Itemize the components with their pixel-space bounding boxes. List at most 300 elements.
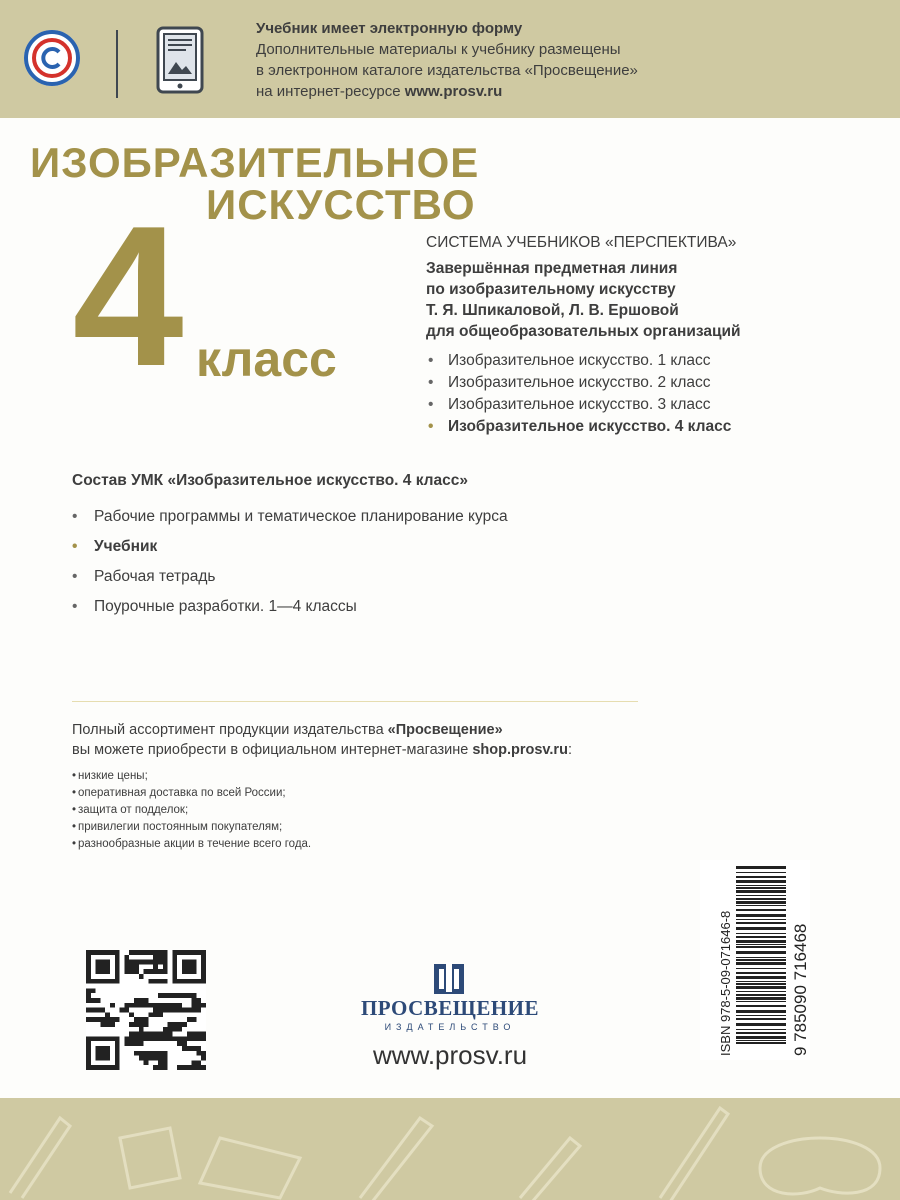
- qr-cell: [196, 1065, 201, 1070]
- qr-cell: [182, 1041, 187, 1046]
- qr-cell: [158, 1032, 163, 1037]
- qr-cell: [86, 1036, 91, 1070]
- qr-cell: [177, 1065, 182, 1070]
- qr-cell: [144, 950, 149, 955]
- qr-cell: [144, 1060, 149, 1065]
- barcode-bar: [736, 972, 786, 974]
- qr-cell: [129, 960, 134, 965]
- qr-cell: [168, 993, 173, 998]
- barcode-bar: [736, 994, 786, 996]
- qr-cell: [201, 1051, 206, 1056]
- qr-cell: [192, 1060, 197, 1065]
- publisher-url-link[interactable]: www.prosv.ru: [372, 1040, 528, 1070]
- qr-cell: [153, 960, 158, 965]
- qr-cell: [196, 1008, 201, 1013]
- copyright-circle-icon: [22, 28, 82, 88]
- barcode-bar: [736, 1036, 786, 1039]
- benefits-list: [72, 768, 792, 853]
- eform-line: Дополнительные материалы к учебнику размещены: [256, 41, 621, 58]
- series-description: Завершённая предметная линия по изобразительному искусству Т. Я. Шпикаловой, Л. В. Ершовой для общеобразовательных организаций: [426, 260, 741, 340]
- qr-cell: [163, 1027, 168, 1032]
- barcode-bar: [736, 951, 786, 954]
- barcode-bar: [736, 957, 786, 958]
- qr-cell: [153, 964, 158, 969]
- qr-cell: [163, 993, 168, 998]
- qr-cell: [182, 1008, 187, 1013]
- list-item: • Изобразительное искусство. 1 класс: [426, 350, 886, 372]
- publisher-logo-icon: [432, 960, 466, 996]
- qr-cell: [153, 950, 158, 955]
- qr-cell: [124, 1041, 129, 1046]
- qr-cell: [115, 950, 120, 984]
- qr-cell: [153, 1012, 158, 1017]
- qr-cell: [187, 1036, 192, 1041]
- qr-cell: [163, 1008, 168, 1013]
- qr-cell: [201, 1003, 206, 1008]
- qr-cell: [134, 960, 139, 965]
- qr-cell: [91, 1017, 96, 1022]
- eform-title: Учебник имеет электронную форму: [256, 20, 523, 37]
- barcode-bar: [736, 872, 786, 873]
- qr-cell: [124, 960, 129, 965]
- qr-cell: [115, 1036, 120, 1070]
- qr-cell: [192, 1065, 197, 1070]
- tablet-ebook-icon: [156, 26, 204, 94]
- umk-heading: Состав УМК «Изобразительное искусство. 4 класс»: [72, 472, 468, 489]
- qr-cell: [187, 1017, 192, 1022]
- barcode-bar: [736, 919, 786, 920]
- qr-cell: [134, 998, 139, 1003]
- qr-cell: [163, 960, 168, 965]
- barcode-bar: [736, 898, 786, 900]
- qr-cell: [129, 1003, 134, 1008]
- qr-cell: [148, 960, 153, 965]
- qr-cell: [177, 1022, 182, 1027]
- barcode-bar: [736, 991, 786, 992]
- list-item: • привилегии постоянным покупателям;: [72, 819, 792, 836]
- qr-cell: [158, 1003, 163, 1008]
- qr-cell: [139, 1041, 144, 1046]
- qr-cell: [153, 1032, 158, 1037]
- qr-cell: [153, 979, 158, 984]
- qr-cell: [153, 969, 158, 974]
- qr-cell: [158, 1012, 163, 1017]
- qr-cell: [91, 988, 96, 993]
- barcode-bar: [736, 1023, 786, 1026]
- qr-cell: [187, 1008, 192, 1013]
- barcode-bar: [736, 905, 786, 906]
- qr-cell: [134, 1036, 139, 1041]
- barcode-bar: [736, 866, 786, 869]
- qr-cell: [124, 955, 129, 960]
- barcode-bar: [736, 876, 786, 878]
- barcode-bar: [736, 909, 786, 911]
- qr-cell: [134, 950, 139, 955]
- qr-cell: [187, 1032, 192, 1037]
- qr-cell: [134, 969, 139, 974]
- qr-cell: [187, 1065, 192, 1070]
- qr-cell: [182, 1022, 187, 1027]
- barcode-bar: [736, 940, 786, 943]
- qr-cell: [163, 1065, 168, 1070]
- qr-cell: [192, 1046, 197, 1051]
- qr-cell: [153, 1008, 158, 1013]
- qr-cell: [182, 1036, 187, 1041]
- list-item: • Поурочные разработки. 1—4 классы: [72, 592, 792, 622]
- qr-cell: [182, 1065, 187, 1070]
- qr-cell: [168, 1036, 173, 1041]
- qr-cell: [158, 1051, 163, 1056]
- qr-cell: [124, 1036, 129, 1041]
- umk-block: [72, 470, 792, 622]
- qr-cell: [168, 1027, 173, 1032]
- eform-url-link[interactable]: www.prosv.ru: [404, 83, 503, 100]
- qr-cell: [144, 960, 149, 965]
- qr-cell: [192, 1003, 197, 1008]
- qr-cell: [144, 969, 149, 974]
- barcode-bar: [736, 986, 786, 989]
- qr-cell: [86, 993, 91, 998]
- qr-cell: [192, 1032, 197, 1037]
- list-item: • Изобразительное искусство. 2 класс: [426, 372, 886, 394]
- qr-cell: [168, 1032, 173, 1037]
- qr-cell: [148, 950, 153, 955]
- qr-cell: [153, 1003, 158, 1008]
- qr-cell: [100, 1008, 105, 1013]
- qr-cell: [134, 1003, 139, 1008]
- qr-cell: [134, 1032, 139, 1037]
- qr-cell: [172, 950, 206, 955]
- qr-cell: [153, 1065, 158, 1070]
- publisher-name: ПРОСВЕЩЕНИЕ: [360, 996, 540, 1020]
- isbn-barcode: [700, 860, 810, 1060]
- qr-cell: [139, 1036, 144, 1041]
- qr-cell: [196, 1003, 201, 1008]
- qr-cell: [163, 969, 168, 974]
- qr-cell: [124, 969, 129, 974]
- qr-cell: [96, 960, 110, 974]
- qr-cell: [139, 1032, 144, 1037]
- qr-cell: [134, 1022, 139, 1027]
- qr-cell: [115, 1017, 120, 1022]
- list-item: • оперативная доставка по всей России;: [72, 785, 792, 802]
- qr-cell: [153, 1036, 158, 1041]
- qr-cell: [148, 1056, 153, 1061]
- shop-block: [72, 720, 792, 853]
- qr-cell: [144, 1036, 149, 1041]
- qr-cell: [129, 1012, 134, 1017]
- qr-cell: [129, 1032, 134, 1037]
- qr-cell: [110, 1022, 115, 1027]
- qr-cell: [134, 1017, 139, 1022]
- qr-cell: [86, 998, 91, 1003]
- qr-cell: [86, 1017, 91, 1022]
- list-item-current: • Изобразительное искусство. 4 класс: [426, 416, 886, 438]
- qr-cell: [187, 993, 192, 998]
- qr-cell: [129, 950, 134, 955]
- barcode-bar: [736, 901, 786, 904]
- qr-cell: [139, 1027, 144, 1032]
- qr-cell: [172, 950, 177, 984]
- publisher-subtitle: ИЗДАТЕЛЬСТВО: [384, 1022, 516, 1032]
- qr-cell: [172, 979, 206, 984]
- qr-cell: [201, 950, 206, 984]
- qr-cell: [134, 964, 139, 969]
- qr-cell: [187, 1046, 192, 1051]
- qr-cell: [163, 955, 168, 960]
- qr-cell: [177, 1027, 182, 1032]
- series-block: [426, 232, 886, 438]
- barcode-bar: [736, 983, 786, 985]
- qr-cell: [86, 1036, 120, 1041]
- barcode-bar: [736, 968, 786, 969]
- qr-cell: [100, 1017, 105, 1022]
- qr-cell: [177, 1008, 182, 1013]
- qr-cell: [110, 1017, 115, 1022]
- qr-cell: [124, 964, 129, 969]
- qr-cell: [192, 998, 197, 1003]
- qr-cell: [153, 1056, 158, 1061]
- qr-cell: [158, 979, 163, 984]
- qr-cell: [91, 1008, 96, 1013]
- barcode-bar: [736, 1005, 786, 1007]
- barcode-bar: [736, 936, 786, 938]
- qr-cell: [172, 1022, 177, 1027]
- qr-cell: [86, 979, 120, 984]
- barcode-bar: [736, 933, 786, 934]
- series-system: СИСТЕМА УЧЕБНИКОВ «ПЕРСПЕКТИВА»: [426, 234, 737, 251]
- qr-cell: [158, 969, 163, 974]
- qr-cell: [192, 1017, 197, 1022]
- bottom-decor-band: [0, 1098, 900, 1200]
- shop-line: Полный ассортимент продукции издательства «Просвещение»: [72, 722, 503, 738]
- barcode-bar: [736, 997, 786, 1000]
- qr-cell: [148, 979, 153, 984]
- list-item: • Рабочие программы и тематическое планирование курса: [72, 502, 792, 532]
- qr-cell: [124, 1008, 129, 1013]
- barcode-bar: [736, 1029, 786, 1030]
- qr-cell: [144, 1032, 149, 1037]
- qr-cell: [86, 950, 91, 984]
- qr-cell: [110, 1003, 115, 1008]
- qr-cell: [163, 1036, 168, 1041]
- qr-cell: [163, 950, 168, 955]
- qr-cell: [163, 1032, 168, 1037]
- qr-cell: [129, 969, 134, 974]
- qr-cell: [139, 960, 144, 965]
- barcode-bar: [736, 976, 786, 979]
- qr-cell: [139, 950, 144, 955]
- qr-cell: [144, 1022, 149, 1027]
- barcode-bar: [736, 885, 786, 886]
- title-line-1: ИЗОБРАЗИТЕЛЬНОЕ: [30, 139, 480, 186]
- qr-cell: [153, 1051, 158, 1056]
- qr-cell: [163, 979, 168, 984]
- qr-cell: [134, 1051, 139, 1056]
- qr-cell: [168, 1003, 173, 1008]
- qr-cell: [139, 998, 144, 1003]
- qr-cell: [182, 993, 187, 998]
- qr-cell: [158, 950, 163, 955]
- qr-cell: [196, 1051, 201, 1056]
- barcode-bar: [736, 944, 786, 945]
- qr-cell: [163, 1060, 168, 1065]
- barcode-bar: [736, 927, 786, 930]
- qr-cell: [158, 1060, 163, 1065]
- qr-cell: [172, 993, 177, 998]
- qr-cell: [153, 955, 158, 960]
- series-book-list: [426, 350, 886, 438]
- top-divider: [116, 30, 118, 98]
- grade-word: класс: [196, 331, 337, 387]
- qr-cell: [139, 1003, 144, 1008]
- shop-line: вы можете приобрести в официальном интернет-магазине shop.prosv.ru:: [72, 742, 572, 758]
- barcode-bar: [736, 1042, 786, 1044]
- qr-cell: [172, 1027, 177, 1032]
- list-item: • Рабочая тетрадь: [72, 562, 792, 592]
- qr-cell: [158, 960, 163, 965]
- qr-cell: [86, 950, 120, 955]
- qr-cell: [96, 1008, 101, 1013]
- qr-cell: [177, 1003, 182, 1008]
- isbn-text: ISBN 978-5-09-071646-8: [718, 910, 733, 1056]
- qr-cell: [139, 1051, 144, 1056]
- qr-cell: [148, 1003, 153, 1008]
- qr-cell: [139, 1022, 144, 1027]
- qr-cell: [91, 998, 96, 1003]
- qr-cell: [129, 964, 134, 969]
- qr-cell: [168, 1008, 173, 1013]
- qr-cell: [172, 1008, 177, 1013]
- grade-number: 4: [72, 185, 184, 408]
- qr-cell: [105, 1022, 110, 1027]
- qr-cell: [177, 1041, 182, 1046]
- qr-cell: [86, 1008, 91, 1013]
- qr-cell: [124, 1003, 129, 1008]
- qr-cell: [148, 1036, 153, 1041]
- qr-cell: [158, 1065, 163, 1070]
- list-item-current: • Учебник: [72, 532, 792, 562]
- qr-cell: [129, 1022, 134, 1027]
- qr-cell: [163, 964, 168, 969]
- barcode-bar: [736, 962, 786, 965]
- qr-cell: [139, 1056, 144, 1061]
- qr-code[interactable]: [86, 950, 206, 1070]
- qr-cell: [120, 1008, 125, 1013]
- eform-line: в электронном каталоге издательства «Просвещение»: [256, 62, 638, 79]
- qr-cell: [105, 1017, 110, 1022]
- barcode-bar: [736, 1010, 786, 1013]
- qr-cell: [96, 1046, 110, 1060]
- barcode-bar: [736, 1032, 786, 1034]
- qr-cell: [86, 988, 91, 993]
- qr-cell: [192, 1036, 197, 1041]
- list-item: • низкие цены;: [72, 768, 792, 785]
- qr-cell: [163, 1051, 168, 1056]
- qr-cell: [148, 1012, 153, 1017]
- qr-cell: [201, 1036, 206, 1041]
- qr-cell: [96, 998, 101, 1003]
- barcode-bar: [736, 946, 786, 948]
- qr-cell: [148, 969, 153, 974]
- qr-cell: [158, 1008, 163, 1013]
- barcode-bar: [736, 1015, 786, 1016]
- qr-cell: [196, 1032, 201, 1037]
- barcode-bar: [736, 890, 786, 893]
- qr-cell: [163, 1056, 168, 1061]
- list-item: • Изобразительное искусство. 3 класс: [426, 394, 886, 416]
- qr-cell: [144, 1051, 149, 1056]
- qr-cell: [139, 1017, 144, 1022]
- barcode-bar: [736, 880, 786, 883]
- qr-cell: [201, 1065, 206, 1070]
- qr-cell: [96, 1017, 101, 1022]
- qr-cell: [201, 1056, 206, 1061]
- list-item: • защита от подделок;: [72, 802, 792, 819]
- section-divider: [72, 701, 638, 702]
- title-line-2: ИСКУССТВО: [206, 181, 476, 228]
- isbn-digits: 9 785090 716468: [791, 923, 810, 1056]
- barcode-bar: [736, 887, 786, 889]
- shop-url-link[interactable]: shop.prosv.ru: [472, 742, 568, 758]
- qr-cell: [196, 1046, 201, 1051]
- qr-cell: [196, 1060, 201, 1065]
- qr-cell: [168, 1022, 173, 1027]
- qr-cell: [129, 1036, 134, 1041]
- qr-cell: [129, 1041, 134, 1046]
- barcode-bar: [736, 1040, 786, 1041]
- qr-cell: [148, 1032, 153, 1037]
- qr-cell: [134, 1041, 139, 1046]
- qr-cell: [182, 1046, 187, 1051]
- qr-cell: [148, 1051, 153, 1056]
- qr-cell: [177, 1036, 182, 1041]
- qr-cell: [139, 974, 144, 979]
- barcode-bar: [736, 922, 786, 924]
- barcode-bar: [736, 895, 786, 896]
- qr-cell: [201, 1032, 206, 1037]
- qr-cell: [144, 1017, 149, 1022]
- qr-cell: [196, 1036, 201, 1041]
- qr-cell: [100, 1022, 105, 1027]
- barcode-bar: [736, 1018, 786, 1020]
- qr-cell: [158, 1056, 163, 1061]
- barcode-bar: [736, 981, 786, 982]
- barcode-bar: [736, 914, 786, 917]
- qr-cell: [163, 1003, 168, 1008]
- barcode-bar: [736, 1001, 786, 1002]
- barcode-bar: [736, 959, 786, 961]
- qr-cell: [172, 1036, 177, 1041]
- qr-cell: [158, 955, 163, 960]
- qr-cell: [105, 1012, 110, 1017]
- qr-cell: [144, 1003, 149, 1008]
- qr-cell: [144, 998, 149, 1003]
- eform-line: на интернет-ресурсе www.prosv.ru: [256, 83, 503, 100]
- qr-cell: [86, 1065, 120, 1070]
- qr-cell: [158, 1036, 163, 1041]
- list-item: • разнообразные акции в течение всего года.: [72, 836, 792, 853]
- electronic-form-notice: [256, 18, 876, 102]
- qr-cell: [192, 993, 197, 998]
- qr-cell: [182, 960, 196, 974]
- qr-cell: [172, 1003, 177, 1008]
- umk-list: [72, 502, 792, 622]
- qr-cell: [158, 993, 163, 998]
- qr-cell: [192, 1008, 197, 1013]
- qr-cell: [144, 1056, 149, 1061]
- qr-cell: [177, 993, 182, 998]
